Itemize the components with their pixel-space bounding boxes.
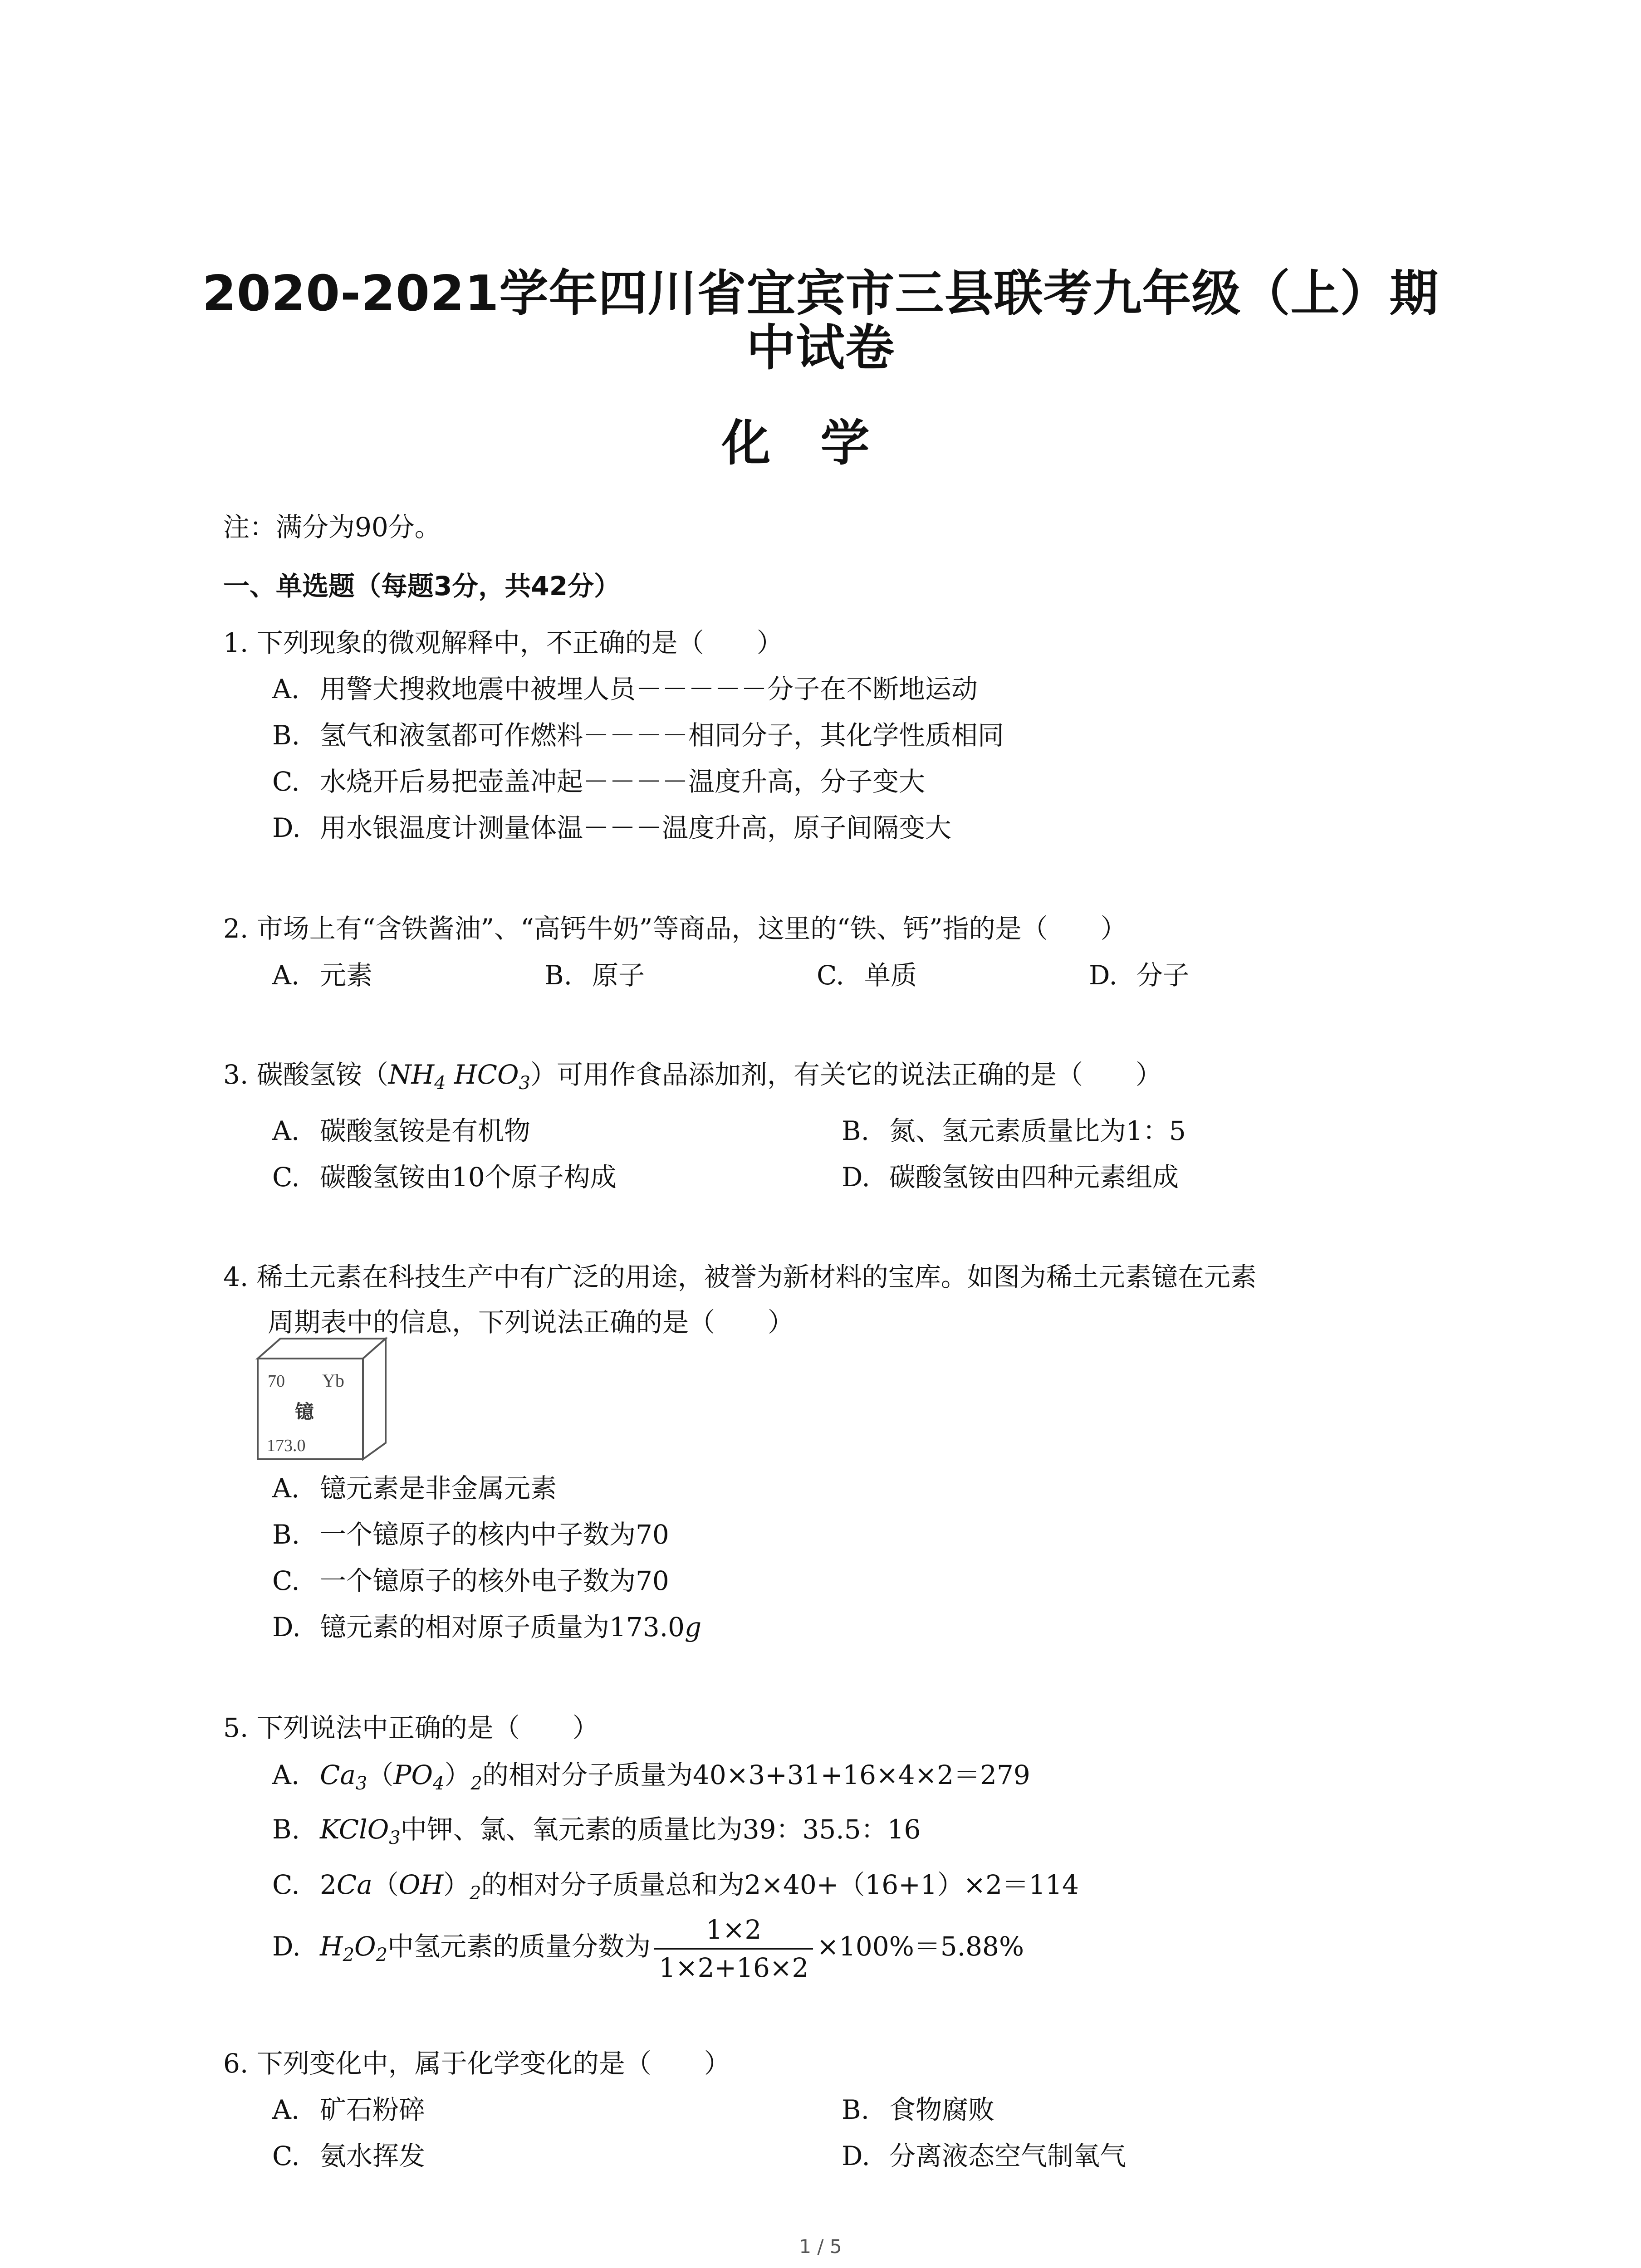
tile-atomic-mass: 173.0 bbox=[267, 1436, 306, 1455]
question-6-option-d[interactable]: D. 分离液态空气制氧气 bbox=[842, 2141, 1127, 2171]
question-4-option-a[interactable]: A. 镱元素是非金属元素 bbox=[272, 1473, 557, 1504]
question-4-stem-line2: 周期表中的信息，下列说法正确的是（ ） bbox=[268, 1307, 794, 1338]
question-1-option-b[interactable]: B. 氢气和液氢都可作燃料－－－－相同分子，其化学性质相同 bbox=[272, 720, 1004, 751]
question-3-option-a[interactable]: A. 碳酸氢铵是有机物 bbox=[272, 1115, 531, 1146]
question-5-option-b[interactable]: B. KClO$_3$中钾、氯、氧元素的质量比为39：35.5：16 bbox=[272, 1814, 921, 1848]
tile-symbol: Yb bbox=[322, 1370, 344, 1391]
question-1-option-c[interactable]: C. 水烧开后易把壶盖冲起－－－－温度升高，分子变大 bbox=[272, 766, 926, 797]
question-5-stem: 5. 下列说法中正确的是（ ） bbox=[223, 1712, 599, 1743]
question-6-stem: 6. 下列变化中，属于化学变化的是（ ） bbox=[223, 2048, 730, 2079]
page-number: 1 / 5 bbox=[799, 2235, 842, 2258]
question-2-stem: 2. 市场上有“含铁酱油”、“高钙牛奶”等商品，这里的“铁、钙”指的是（ ） bbox=[223, 913, 1127, 944]
exam-title-line2: 中试卷 bbox=[746, 320, 895, 376]
section-heading-single-choice: 一、单选题（每题3分，共42分） bbox=[223, 571, 621, 601]
question-6-option-a[interactable]: A. 矿石粉碎 bbox=[272, 2094, 426, 2125]
question-1-option-a[interactable]: A. 用警犬搜救地震中被埋人员－－－－－分子在不断地运动 bbox=[272, 674, 978, 704]
exam-title-line1: 2020-2021学年四川省宜宾市三县联考九年级（上）期 bbox=[202, 265, 1439, 322]
question-3-option-d[interactable]: D. 碳酸氢铵由四种元素组成 bbox=[842, 1162, 1179, 1193]
question-4-option-c[interactable]: C. 一个镱原子的核外电子数为70 bbox=[272, 1565, 669, 1596]
question-4-option-b[interactable]: B. 一个镱原子的核内中子数为70 bbox=[272, 1519, 669, 1550]
question-2-option-b[interactable]: B. 原子 bbox=[544, 960, 645, 991]
question-5-option-c[interactable]: C. $2Ca(OH)_2$的相对分子质量总和为2×40+（16+1）×2＝114 bbox=[272, 1869, 1079, 1904]
question-1-option-d[interactable]: D. 用水银温度计测量体温－－－温度升高，原子间隔变大 bbox=[272, 812, 952, 843]
ytterbium-element-tile bbox=[254, 1336, 390, 1463]
element-tile-graphic bbox=[254, 1336, 390, 1463]
question-3-option-c[interactable]: C. 碳酸氢铵由10个原子构成 bbox=[272, 1162, 617, 1193]
question-4-option-d[interactable]: D. 镱元素的相对原子质量为173.0g bbox=[272, 1612, 702, 1642]
question-3-option-b[interactable]: B. 氮、氢元素质量比为1：5 bbox=[842, 1115, 1186, 1146]
question-3-stem: 3. 碳酸氢铵（$NH_4$ $HCO_3$）可用作食品添加剂，有关它的说法正确的是（ ） bbox=[223, 1059, 1162, 1094]
tile-atomic-number: 70 bbox=[268, 1372, 285, 1391]
question-2-option-d[interactable]: D. 分子 bbox=[1089, 960, 1190, 991]
question-2-option-c[interactable]: C. 单质 bbox=[817, 960, 917, 991]
subject-heading: 化学 bbox=[721, 415, 920, 472]
tile-element-name: 镱 bbox=[295, 1401, 314, 1423]
score-note: 注：满分为90分。 bbox=[223, 512, 441, 543]
question-5-option-a[interactable]: A. $Ca_3(PO_4)_2$的相对分子质量为40×3+31+16×4×2＝279 bbox=[272, 1760, 1030, 1794]
question-5-option-d[interactable]: D. $H_2O_2$中氢元素的质量分数为 $\frac{1\times 2}{1\times 2+16\times 2}$ ×100%＝5.88% bbox=[272, 1914, 1024, 1983]
question-1-stem: 1. 下列现象的微观解释中，不正确的是（ ） bbox=[223, 627, 783, 658]
question-6-option-b[interactable]: B. 食物腐败 bbox=[842, 2094, 995, 2125]
question-6-option-c[interactable]: C. 氨水挥发 bbox=[272, 2141, 426, 2171]
question-2-option-a[interactable]: A. 元素 bbox=[272, 960, 373, 991]
mass-fraction-formula: $\frac{1\times 2}{1\times 2+16\times 2}$ bbox=[654, 1914, 813, 1983]
question-4-stem-line1: 4. 稀土元素在科技生产中有广泛的用途，被誉为新材料的宝库。如图为稀土元素镱在元素 bbox=[223, 1261, 1257, 1292]
